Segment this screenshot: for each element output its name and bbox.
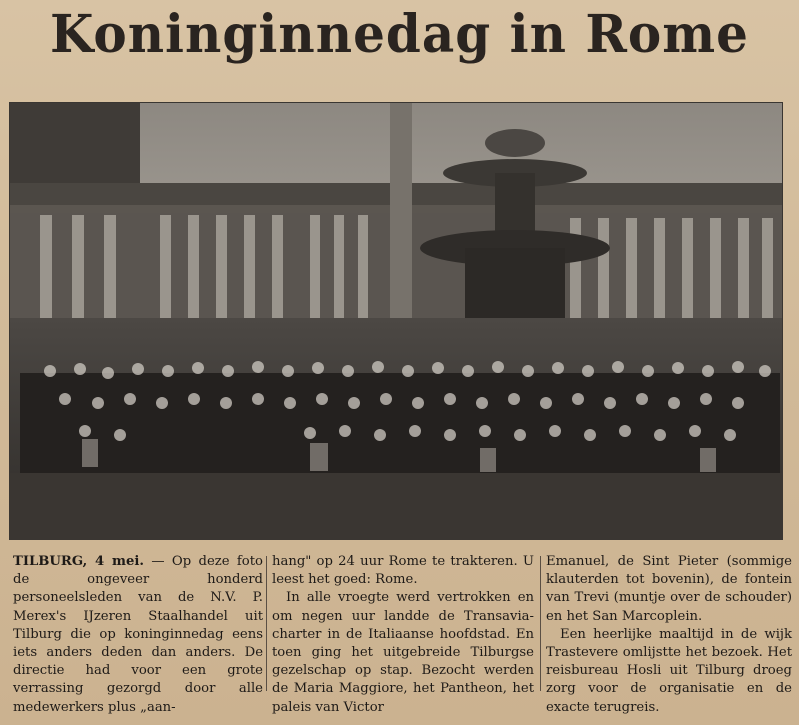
column-divider [266, 556, 267, 691]
article-dateline: TILBURG, 4 mei. [13, 554, 144, 569]
headline: Koninginnedag in Rome [50, 2, 749, 65]
article-col3-paragraph-2: Een heerlijke maaltijd in de wijk Trastevere omlijstte het bezoek. Het reisbureau Hosli uit Tilburg droeg zorg voor de organisatie en de exacte terugreis. [546, 626, 792, 715]
article-column-1 [13, 553, 263, 717]
article-col2-paragraph-2: In alle vroegte werd vertrokken en om negen uur landde de Transavia-charter in de Italiaanse hoofdstad. En toen ging het uitgebreide Tilburgse gezelschap op stap. Bezocht werden de Maria Maggiore, het Pantheon, het paleis van Victor [272, 590, 534, 715]
article-column-2 [272, 553, 534, 717]
group-photo-icon [10, 103, 782, 539]
article-col3-paragraph-1: Emanuel, de Sint Pieter (sommige klauterden tot bovenin), de fontein van Trevi (muntje over de schouder) en het San Marcoplein. [546, 554, 792, 624]
article-col1-text: — Op deze foto de ongeveer honderd personeelsleden van de N.V. P. Merex's IJzeren Staalhandel uit Tilburg die op koninginnedag eens iets anders deden dan anders. De directie had voor een grote verrassing gezorgd door alle medewerkers plus „aan- [13, 554, 263, 715]
article-column-3 [546, 553, 792, 717]
group-photo [10, 103, 782, 539]
column-divider [540, 556, 541, 691]
article-col2-paragraph-1: hang" op 24 uur Rome te trakteren. U leest het goed: Rome. [272, 554, 534, 588]
